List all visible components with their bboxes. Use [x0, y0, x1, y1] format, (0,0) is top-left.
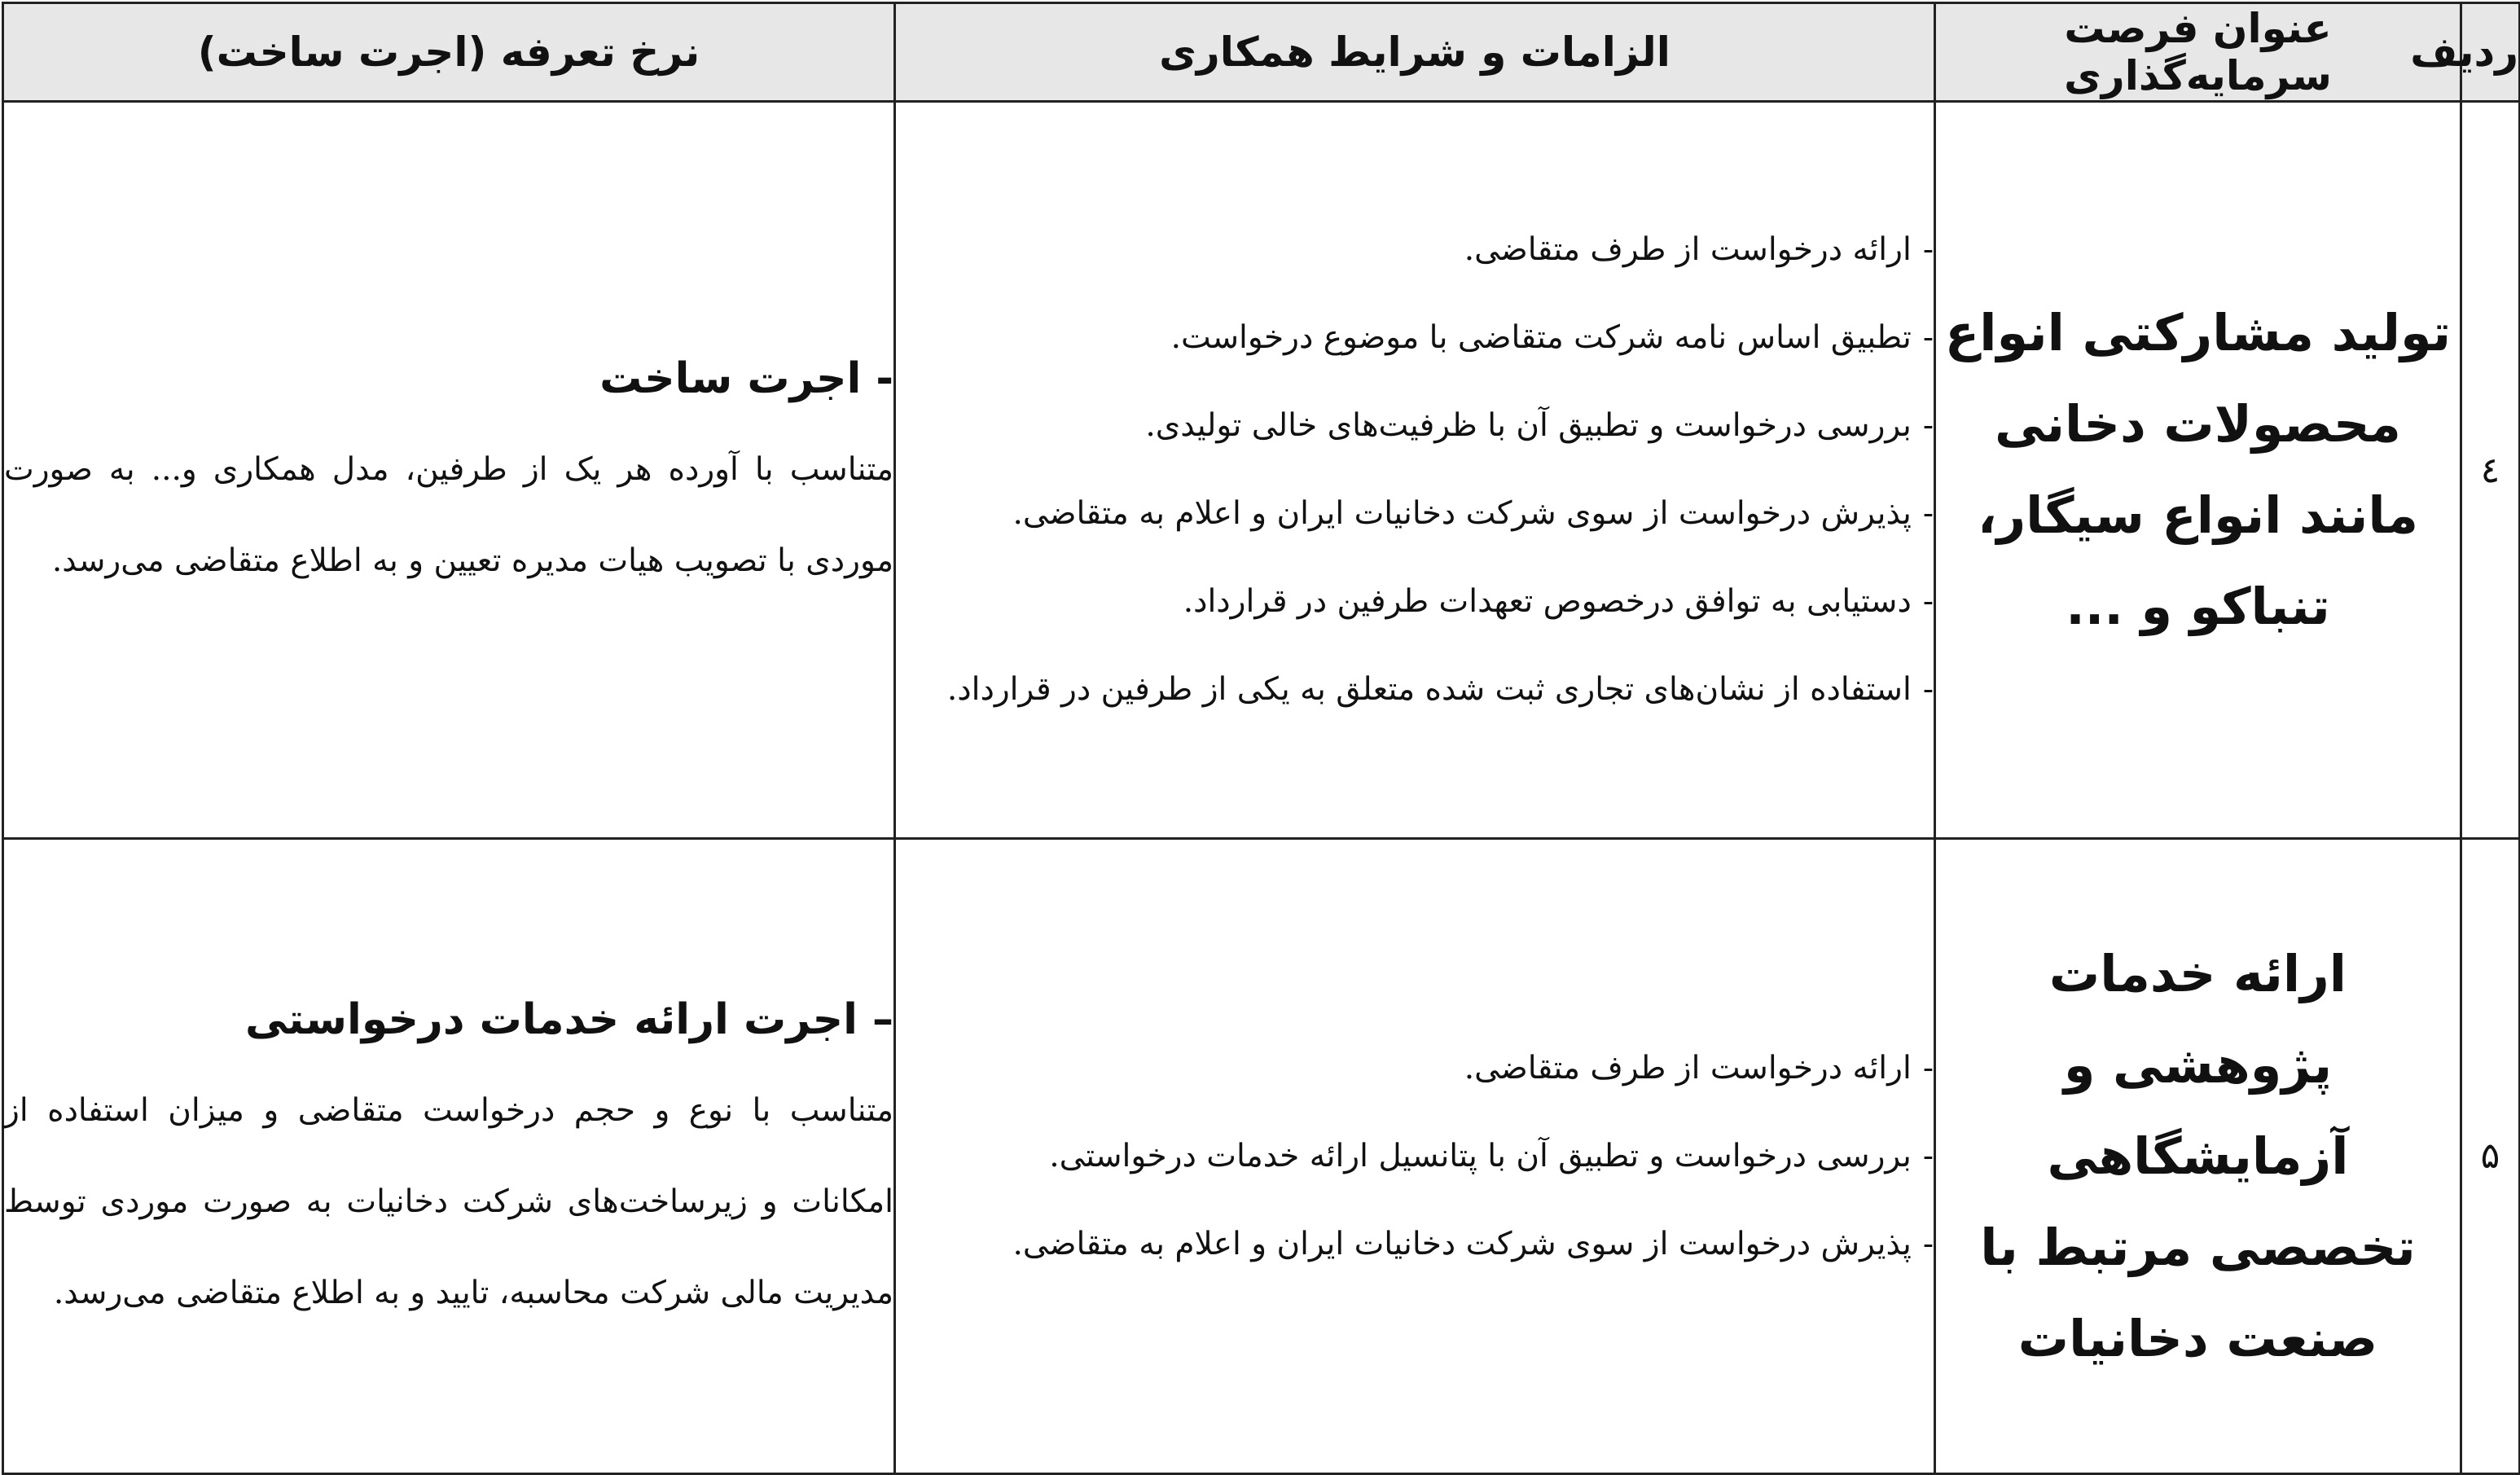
requirement-item: -ارائه درخواست از طرف متقاضی.	[1464, 1049, 1934, 1086]
header-requirements: الزامات و شرایط همکاری	[895, 3, 1935, 102]
tariff-heading: – اجرت ارائه خدمات درخواستی	[245, 994, 893, 1044]
tariff-heading: - اجرت ساخت	[599, 354, 893, 403]
table-row	[3, 839, 2520, 1474]
header-tariff: نرخ تعرفه (اجرت ساخت)	[3, 3, 895, 102]
requirement-item: -تطبیق اساس نامه شرکت متقاضی با موضوع درخواست.	[1170, 319, 1934, 356]
requirement-item: -پذیرش درخواست از سوی شرکت دخانیات ایران و اعلام به متقاضی.	[1012, 495, 1934, 532]
header-row-number: ردیف	[2461, 3, 2520, 102]
requirements-cell	[895, 102, 1935, 839]
tariff-description: متناسب با نوع و حجم درخواست متقاضی و میزان استفاده از امکانات و زیرساخت‌های شرکت دخانیات به صورت موردی توسط مدیریت مالی شرکت محاسبه، تایید و به اطلاع متقاضی می‌رسد.	[4, 1091, 893, 1311]
tariff-cell	[3, 102, 895, 839]
table-row	[3, 102, 2520, 839]
requirements-cell	[895, 839, 1935, 1474]
requirement-item: -بررسی درخواست و تطبیق آن با ظرفیت‌های خالی تولیدی.	[1145, 407, 1934, 444]
requirement-item: -پذیرش درخواست از سوی شرکت دخانیات ایران و اعلام به متقاضی.	[1012, 1225, 1934, 1262]
requirements-list	[896, 1025, 1934, 1288]
requirement-item: -ارائه درخواست از طرف متقاضی.	[1464, 231, 1934, 268]
row-number: ۵	[2461, 839, 2520, 1474]
header-title: عنوان فرصت سرمایه‌گذاری	[1935, 3, 2461, 102]
requirements-list	[896, 206, 1934, 734]
opportunity-title: ارائه خدمات پژوهشی و آزمایشگاهی تخصصی مرتبط با صنعت دخانیات	[1935, 839, 2461, 1474]
investment-table	[2, 2, 2520, 1475]
requirement-item: -استفاده از نشان‌های تجاری ثبت شده متعلق به یکی از طرفین در قرارداد.	[946, 671, 1934, 708]
tariff-description: متناسب با آورده هر یک از طرفین، مدل همکاری و... به صورت موردی با تصویب هیات مدیره تعیین و به اطلاع متقاضی می‌رسد.	[4, 451, 893, 579]
requirement-item: -بررسی درخواست و تطبیق آن با پتانسیل ارائه خدمات درخواستی.	[1049, 1137, 1934, 1174]
tariff-cell	[3, 839, 895, 1474]
header-row	[3, 3, 2520, 102]
requirement-item: -دستیابی به توافق درخصوص تعهدات طرفین در قرارداد.	[1183, 583, 1934, 620]
row-number: ٤	[2461, 102, 2520, 839]
opportunity-title: تولید مشارکتی انواع محصولات دخانی مانند انواع سیگار، تنباکو و ...	[1935, 102, 2461, 839]
